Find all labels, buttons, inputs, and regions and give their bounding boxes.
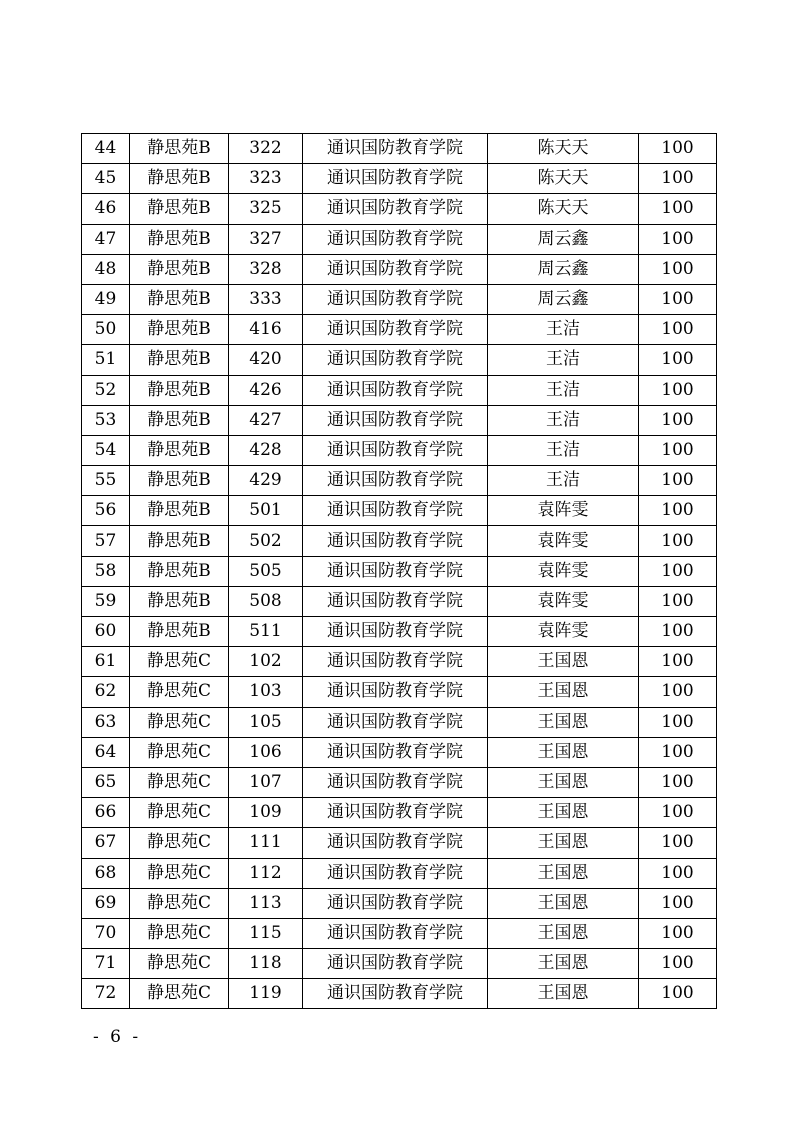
college-cell: 通识国防教育学院 <box>303 254 488 284</box>
room-number-cell: 322 <box>229 134 303 164</box>
room-number-cell: 428 <box>229 435 303 465</box>
row-number-cell: 64 <box>82 737 130 767</box>
building-cell: 静思苑B <box>130 194 229 224</box>
dormitory-score-table <box>81 133 717 1009</box>
score-cell: 100 <box>639 164 717 194</box>
room-number-cell: 429 <box>229 466 303 496</box>
college-cell: 通识国防教育学院 <box>303 134 488 164</box>
person-name-cell: 袁阵雯 <box>488 526 639 556</box>
row-number-cell: 57 <box>82 526 130 556</box>
score-cell: 100 <box>639 858 717 888</box>
college-cell: 通识国防教育学院 <box>303 888 488 918</box>
row-number-cell: 61 <box>82 647 130 677</box>
table-row <box>82 284 717 314</box>
college-cell: 通识国防教育学院 <box>303 767 488 797</box>
table-row <box>82 496 717 526</box>
person-name-cell: 周云鑫 <box>488 284 639 314</box>
college-cell: 通识国防教育学院 <box>303 284 488 314</box>
table-row <box>82 526 717 556</box>
building-cell: 静思苑C <box>130 979 229 1009</box>
room-number-cell: 105 <box>229 707 303 737</box>
room-number-cell: 119 <box>229 979 303 1009</box>
person-name-cell: 王国恩 <box>488 979 639 1009</box>
table-row <box>82 375 717 405</box>
building-cell: 静思苑C <box>130 888 229 918</box>
score-cell: 100 <box>639 677 717 707</box>
row-number-cell: 60 <box>82 617 130 647</box>
row-number-cell: 65 <box>82 767 130 797</box>
college-cell: 通识国防教育学院 <box>303 315 488 345</box>
building-cell: 静思苑B <box>130 435 229 465</box>
row-number-cell: 53 <box>82 405 130 435</box>
room-number-cell: 420 <box>229 345 303 375</box>
college-cell: 通识国防教育学院 <box>303 164 488 194</box>
score-cell: 100 <box>639 918 717 948</box>
score-cell: 100 <box>639 737 717 767</box>
table-row <box>82 435 717 465</box>
table-row <box>82 767 717 797</box>
table-row <box>82 134 717 164</box>
score-cell: 100 <box>639 435 717 465</box>
table-row <box>82 466 717 496</box>
room-number-cell: 502 <box>229 526 303 556</box>
building-cell: 静思苑B <box>130 254 229 284</box>
person-name-cell: 袁阵雯 <box>488 617 639 647</box>
college-cell: 通识国防教育学院 <box>303 496 488 526</box>
room-number-cell: 109 <box>229 798 303 828</box>
building-cell: 静思苑C <box>130 707 229 737</box>
table-row <box>82 315 717 345</box>
score-cell: 100 <box>639 194 717 224</box>
college-cell: 通识国防教育学院 <box>303 435 488 465</box>
college-cell: 通识国防教育学院 <box>303 828 488 858</box>
table-body <box>82 134 717 1009</box>
row-number-cell: 56 <box>82 496 130 526</box>
college-cell: 通识国防教育学院 <box>303 466 488 496</box>
person-name-cell: 王国恩 <box>488 888 639 918</box>
score-cell: 100 <box>639 556 717 586</box>
room-number-cell: 103 <box>229 677 303 707</box>
building-cell: 静思苑B <box>130 496 229 526</box>
person-name-cell: 王洁 <box>488 345 639 375</box>
table-row <box>82 888 717 918</box>
table-row <box>82 979 717 1009</box>
college-cell: 通识国防教育学院 <box>303 858 488 888</box>
table-row <box>82 918 717 948</box>
person-name-cell: 陈天天 <box>488 134 639 164</box>
score-cell: 100 <box>639 345 717 375</box>
row-number-cell: 59 <box>82 586 130 616</box>
row-number-cell: 54 <box>82 435 130 465</box>
row-number-cell: 69 <box>82 888 130 918</box>
room-number-cell: 112 <box>229 858 303 888</box>
room-number-cell: 107 <box>229 767 303 797</box>
table-row <box>82 345 717 375</box>
room-number-cell: 325 <box>229 194 303 224</box>
college-cell: 通识国防教育学院 <box>303 617 488 647</box>
building-cell: 静思苑C <box>130 647 229 677</box>
person-name-cell: 王洁 <box>488 405 639 435</box>
college-cell: 通识国防教育学院 <box>303 979 488 1009</box>
college-cell: 通识国防教育学院 <box>303 405 488 435</box>
person-name-cell: 陈天天 <box>488 194 639 224</box>
room-number-cell: 323 <box>229 164 303 194</box>
row-number-cell: 71 <box>82 949 130 979</box>
table-row <box>82 224 717 254</box>
row-number-cell: 45 <box>82 164 130 194</box>
person-name-cell: 袁阵雯 <box>488 586 639 616</box>
college-cell: 通识国防教育学院 <box>303 647 488 677</box>
building-cell: 静思苑B <box>130 224 229 254</box>
college-cell: 通识国防教育学院 <box>303 224 488 254</box>
row-number-cell: 68 <box>82 858 130 888</box>
score-cell: 100 <box>639 526 717 556</box>
person-name-cell: 王国恩 <box>488 707 639 737</box>
room-number-cell: 505 <box>229 556 303 586</box>
building-cell: 静思苑C <box>130 737 229 767</box>
row-number-cell: 46 <box>82 194 130 224</box>
person-name-cell: 袁阵雯 <box>488 556 639 586</box>
room-number-cell: 327 <box>229 224 303 254</box>
room-number-cell: 508 <box>229 586 303 616</box>
room-number-cell: 416 <box>229 315 303 345</box>
room-number-cell: 113 <box>229 888 303 918</box>
room-number-cell: 427 <box>229 405 303 435</box>
dormitory-score-table-container <box>81 133 716 1009</box>
row-number-cell: 48 <box>82 254 130 284</box>
score-cell: 100 <box>639 828 717 858</box>
person-name-cell: 王国恩 <box>488 767 639 797</box>
building-cell: 静思苑B <box>130 164 229 194</box>
building-cell: 静思苑B <box>130 284 229 314</box>
college-cell: 通识国防教育学院 <box>303 737 488 767</box>
row-number-cell: 63 <box>82 707 130 737</box>
building-cell: 静思苑B <box>130 526 229 556</box>
room-number-cell: 333 <box>229 284 303 314</box>
building-cell: 静思苑C <box>130 858 229 888</box>
person-name-cell: 王洁 <box>488 375 639 405</box>
room-number-cell: 102 <box>229 647 303 677</box>
person-name-cell: 王国恩 <box>488 949 639 979</box>
table-row <box>82 798 717 828</box>
person-name-cell: 王洁 <box>488 435 639 465</box>
row-number-cell: 72 <box>82 979 130 1009</box>
college-cell: 通识国防教育学院 <box>303 526 488 556</box>
college-cell: 通识国防教育学院 <box>303 586 488 616</box>
table-row <box>82 737 717 767</box>
building-cell: 静思苑C <box>130 949 229 979</box>
table-row <box>82 254 717 284</box>
college-cell: 通识国防教育学院 <box>303 677 488 707</box>
table-row <box>82 677 717 707</box>
building-cell: 静思苑C <box>130 767 229 797</box>
college-cell: 通识国防教育学院 <box>303 194 488 224</box>
score-cell: 100 <box>639 586 717 616</box>
person-name-cell: 陈天天 <box>488 164 639 194</box>
person-name-cell: 周云鑫 <box>488 224 639 254</box>
score-cell: 100 <box>639 617 717 647</box>
score-cell: 100 <box>639 979 717 1009</box>
building-cell: 静思苑C <box>130 828 229 858</box>
college-cell: 通识国防教育学院 <box>303 707 488 737</box>
table-row <box>82 949 717 979</box>
row-number-cell: 66 <box>82 798 130 828</box>
room-number-cell: 115 <box>229 918 303 948</box>
building-cell: 静思苑B <box>130 466 229 496</box>
person-name-cell: 王国恩 <box>488 737 639 767</box>
building-cell: 静思苑B <box>130 556 229 586</box>
building-cell: 静思苑B <box>130 586 229 616</box>
college-cell: 通识国防教育学院 <box>303 798 488 828</box>
building-cell: 静思苑B <box>130 375 229 405</box>
row-number-cell: 50 <box>82 315 130 345</box>
building-cell: 静思苑C <box>130 918 229 948</box>
college-cell: 通识国防教育学院 <box>303 345 488 375</box>
person-name-cell: 王国恩 <box>488 918 639 948</box>
row-number-cell: 67 <box>82 828 130 858</box>
building-cell: 静思苑C <box>130 798 229 828</box>
row-number-cell: 70 <box>82 918 130 948</box>
table-row <box>82 405 717 435</box>
score-cell: 100 <box>639 647 717 677</box>
row-number-cell: 58 <box>82 556 130 586</box>
row-number-cell: 62 <box>82 677 130 707</box>
person-name-cell: 王国恩 <box>488 828 639 858</box>
row-number-cell: 55 <box>82 466 130 496</box>
row-number-cell: 49 <box>82 284 130 314</box>
room-number-cell: 111 <box>229 828 303 858</box>
score-cell: 100 <box>639 767 717 797</box>
score-cell: 100 <box>639 949 717 979</box>
room-number-cell: 118 <box>229 949 303 979</box>
table-row <box>82 828 717 858</box>
table-row <box>82 707 717 737</box>
row-number-cell: 44 <box>82 134 130 164</box>
score-cell: 100 <box>639 798 717 828</box>
college-cell: 通识国防教育学院 <box>303 949 488 979</box>
table-row <box>82 164 717 194</box>
score-cell: 100 <box>639 466 717 496</box>
row-number-cell: 51 <box>82 345 130 375</box>
table-row <box>82 858 717 888</box>
score-cell: 100 <box>639 496 717 526</box>
room-number-cell: 501 <box>229 496 303 526</box>
table-row <box>82 194 717 224</box>
person-name-cell: 王洁 <box>488 315 639 345</box>
room-number-cell: 328 <box>229 254 303 284</box>
score-cell: 100 <box>639 405 717 435</box>
person-name-cell: 王国恩 <box>488 798 639 828</box>
building-cell: 静思苑B <box>130 617 229 647</box>
person-name-cell: 袁阵雯 <box>488 496 639 526</box>
person-name-cell: 王国恩 <box>488 677 639 707</box>
room-number-cell: 511 <box>229 617 303 647</box>
row-number-cell: 52 <box>82 375 130 405</box>
table-row <box>82 617 717 647</box>
building-cell: 静思苑C <box>130 677 229 707</box>
room-number-cell: 106 <box>229 737 303 767</box>
building-cell: 静思苑B <box>130 134 229 164</box>
score-cell: 100 <box>639 134 717 164</box>
building-cell: 静思苑B <box>130 315 229 345</box>
person-name-cell: 王洁 <box>488 466 639 496</box>
college-cell: 通识国防教育学院 <box>303 556 488 586</box>
score-cell: 100 <box>639 224 717 254</box>
score-cell: 100 <box>639 315 717 345</box>
table-row <box>82 647 717 677</box>
person-name-cell: 王国恩 <box>488 858 639 888</box>
building-cell: 静思苑B <box>130 345 229 375</box>
score-cell: 100 <box>639 375 717 405</box>
score-cell: 100 <box>639 888 717 918</box>
college-cell: 通识国防教育学院 <box>303 375 488 405</box>
score-cell: 100 <box>639 284 717 314</box>
table-row <box>82 586 717 616</box>
table-row <box>82 556 717 586</box>
room-number-cell: 426 <box>229 375 303 405</box>
row-number-cell: 47 <box>82 224 130 254</box>
score-cell: 100 <box>639 254 717 284</box>
college-cell: 通识国防教育学院 <box>303 918 488 948</box>
person-name-cell: 王国恩 <box>488 647 639 677</box>
page-number: - 6 - <box>93 1027 142 1047</box>
score-cell: 100 <box>639 707 717 737</box>
building-cell: 静思苑B <box>130 405 229 435</box>
person-name-cell: 周云鑫 <box>488 254 639 284</box>
